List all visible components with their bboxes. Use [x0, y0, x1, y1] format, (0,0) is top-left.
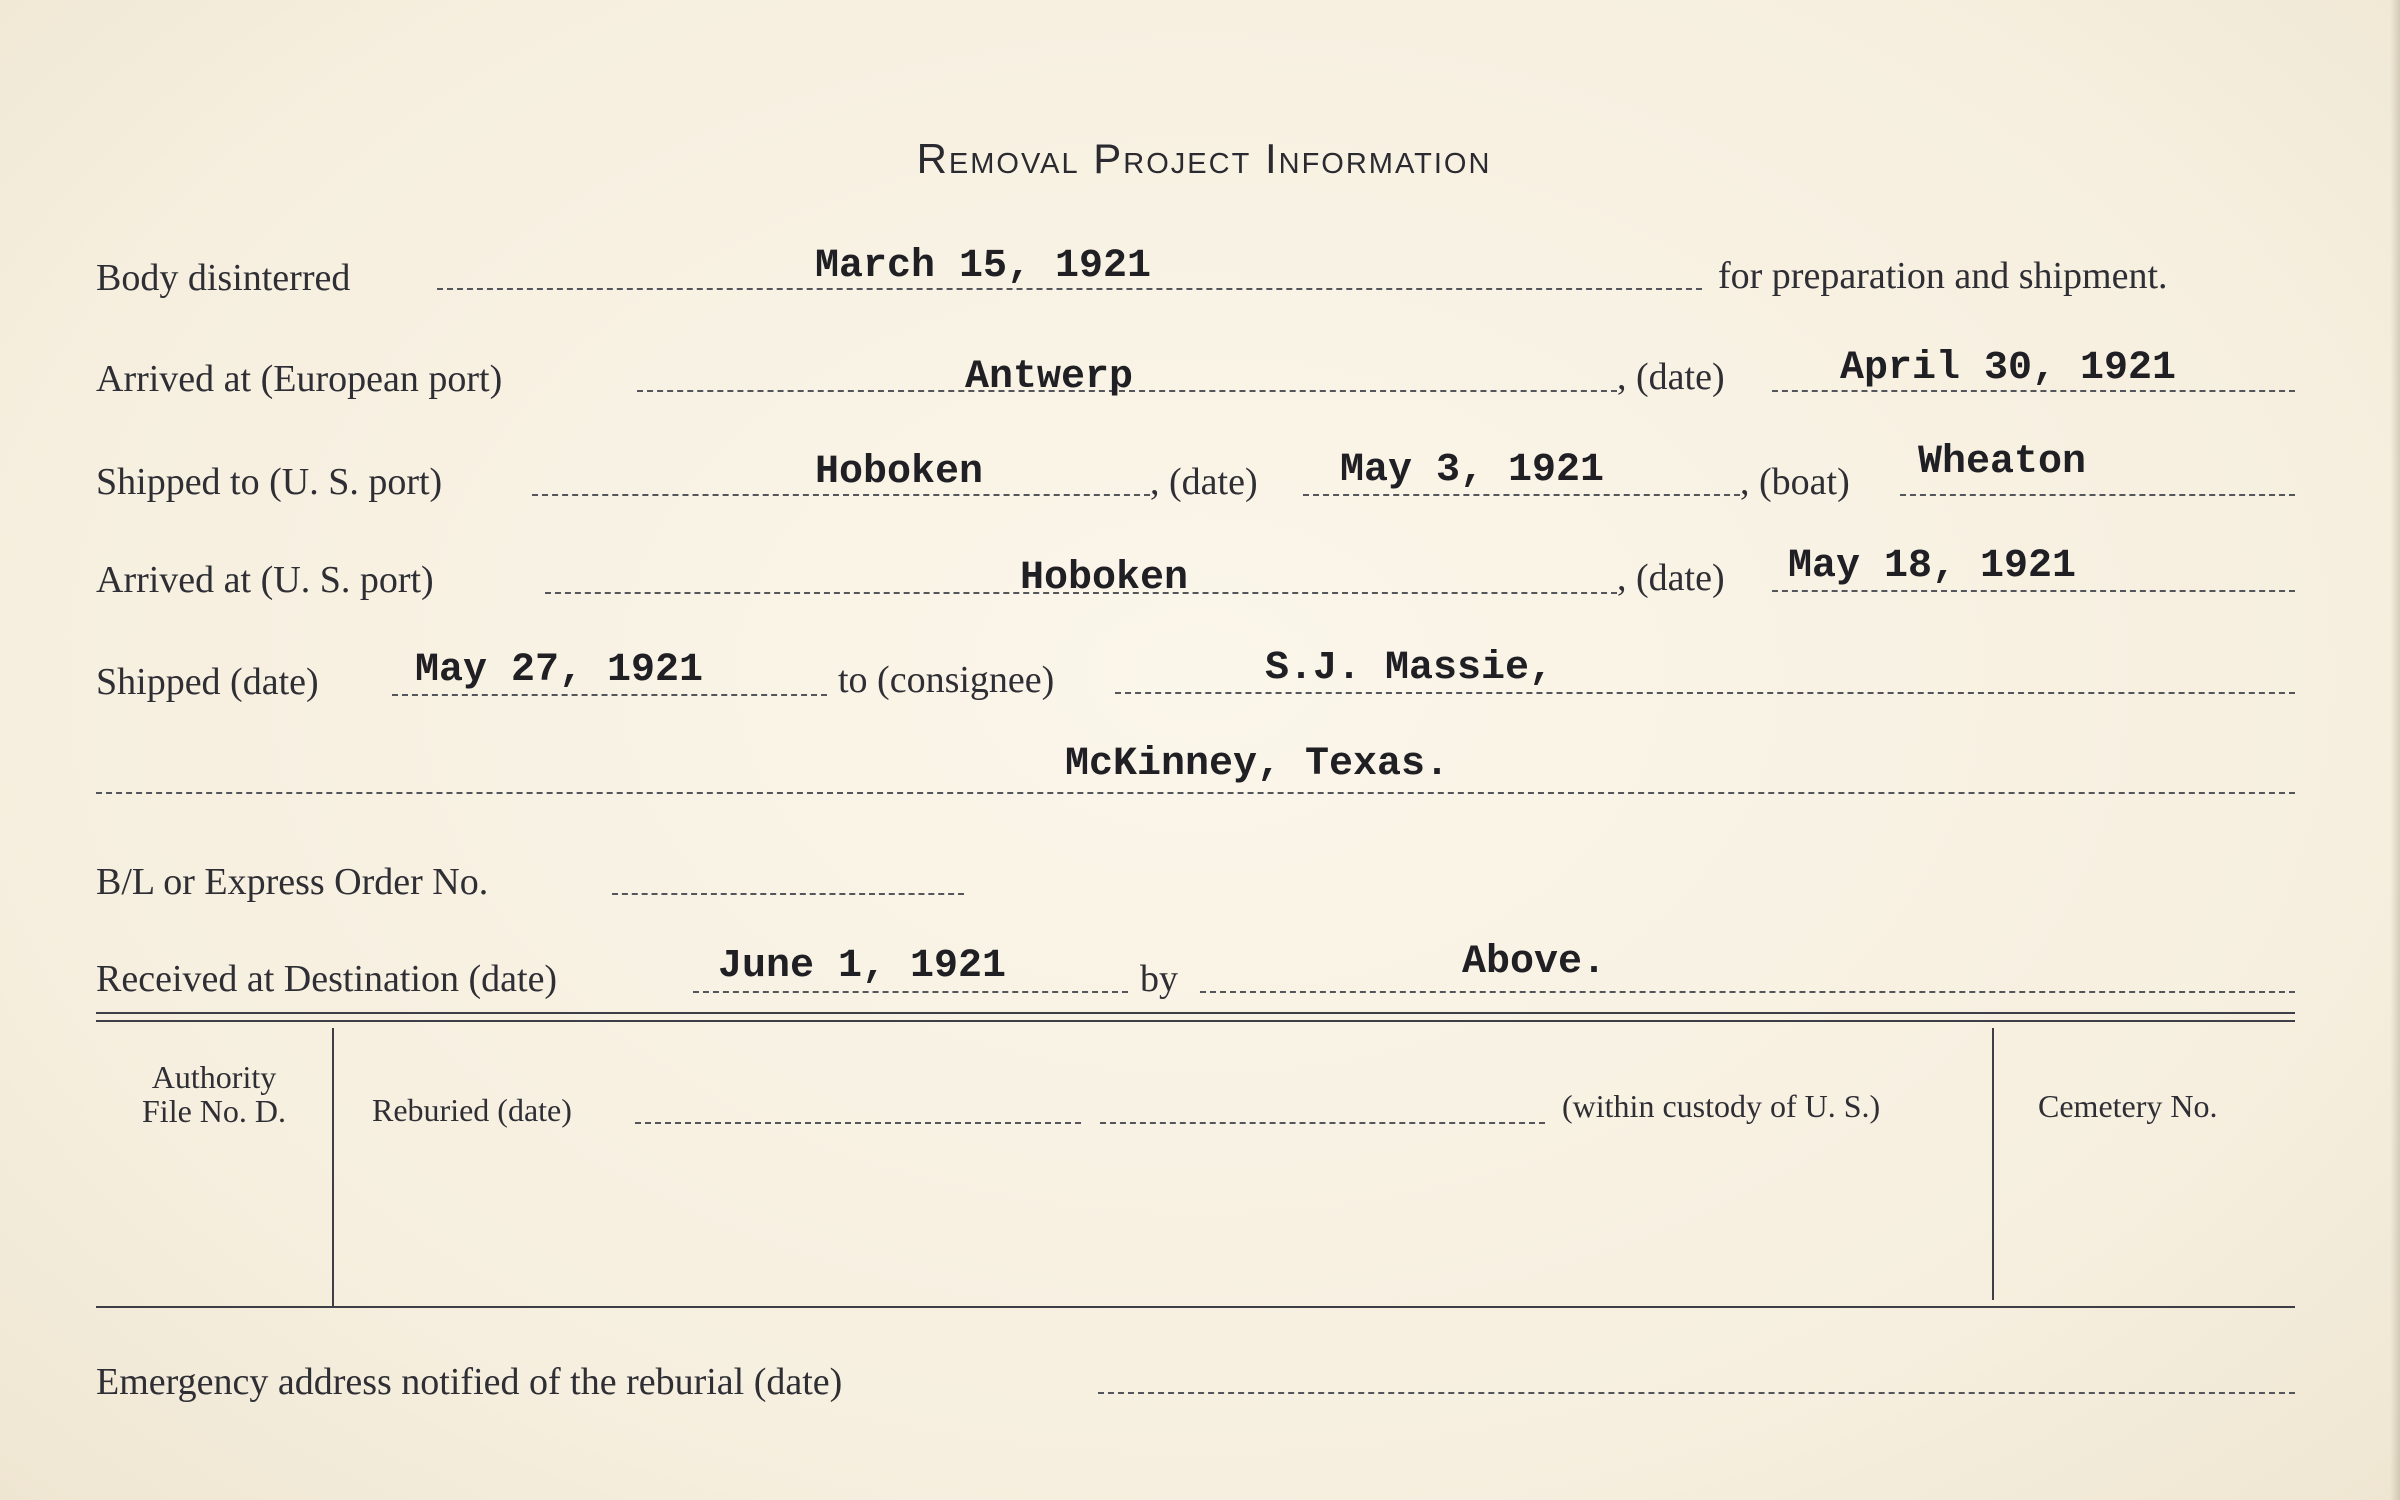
- consignee-name: S.J. Massie,: [1265, 646, 1554, 691]
- bl-label: B/L or Express Order No.: [96, 861, 489, 903]
- table-divider-right: [1992, 1028, 1994, 1300]
- cemetery-no-label: Cemetery No.: [2038, 1088, 2218, 1124]
- arrived-us-date: May 18, 1921: [1788, 544, 2077, 589]
- consignee-address: McKinney, Texas.: [1065, 742, 1450, 787]
- arrived-us-port: Hoboken: [1020, 556, 1189, 601]
- shipped-us-label: Shipped to (U. S. port): [96, 461, 443, 503]
- shipped-us-boat: Wheaton: [1918, 440, 2087, 485]
- received-by-line: [1200, 991, 2295, 993]
- table-divider-left: [332, 1028, 334, 1306]
- shipped-us-date: May 3, 1921: [1340, 448, 1605, 493]
- shipped-date-line: [392, 694, 827, 696]
- shipped-label: Shipped (date): [96, 661, 319, 703]
- arrived-eu-date: April 30, 1921: [1840, 346, 2177, 391]
- shipped-us-port: Hoboken: [815, 450, 984, 495]
- received-by: Above.: [1462, 940, 1607, 985]
- reburied-line-1: [635, 1122, 1081, 1124]
- consignee-label: to (consignee): [838, 659, 1055, 701]
- disinterred-suffix: for preparation and shipment.: [1718, 255, 2168, 297]
- custody-label: (within custody of U. S.): [1562, 1088, 1881, 1124]
- arrived-eu-port: Antwerp: [965, 355, 1134, 400]
- shipped-us-boat-label: , (boat): [1740, 461, 1850, 503]
- emergency-date-line: [1098, 1392, 2295, 1394]
- reburied-line-2: [1100, 1122, 1545, 1124]
- card-edge-shadow: [2390, 0, 2400, 1500]
- shipped-date: May 27, 1921: [415, 648, 704, 693]
- arrived-eu-label: Arrived at (European port): [96, 358, 503, 400]
- reburied-label: Reburied (date): [372, 1092, 572, 1128]
- authority-line-1: Authority: [151, 1059, 277, 1095]
- received-date: June 1, 1921: [718, 944, 1007, 989]
- arrived-us-date-label: , (date): [1617, 557, 1725, 599]
- bl-line: [612, 893, 964, 895]
- arrived-us-date-line: [1772, 590, 2295, 592]
- received-label: Received at Destination (date): [96, 958, 558, 1000]
- consignee-address-line: [96, 792, 2295, 794]
- received-by-label: by: [1140, 958, 1178, 1000]
- arrived-us-label: Arrived at (U. S. port): [96, 559, 434, 601]
- disinterred-label: Body disinterred: [96, 257, 351, 299]
- table-top-rule-2: [96, 1020, 2295, 1022]
- received-date-line: [693, 991, 1128, 993]
- authority-file-label: [96, 1060, 332, 1128]
- arrived-eu-date-label: , (date): [1617, 356, 1725, 398]
- form-title: Removal Project Information: [916, 135, 1492, 182]
- shipped-us-date-line: [1303, 494, 1740, 496]
- emergency-label: Emergency address notified of the reburial (date): [96, 1361, 843, 1403]
- consignee-line: [1115, 692, 2295, 694]
- table-top-rule-1: [96, 1012, 2295, 1014]
- disinterred-date: March 15, 1921: [815, 244, 1152, 289]
- shipped-us-boat-line: [1900, 494, 2295, 496]
- authority-line-2: File No. D.: [142, 1093, 286, 1129]
- shipped-us-date-label: , (date): [1150, 461, 1258, 503]
- table-bottom-rule: [96, 1306, 2295, 1308]
